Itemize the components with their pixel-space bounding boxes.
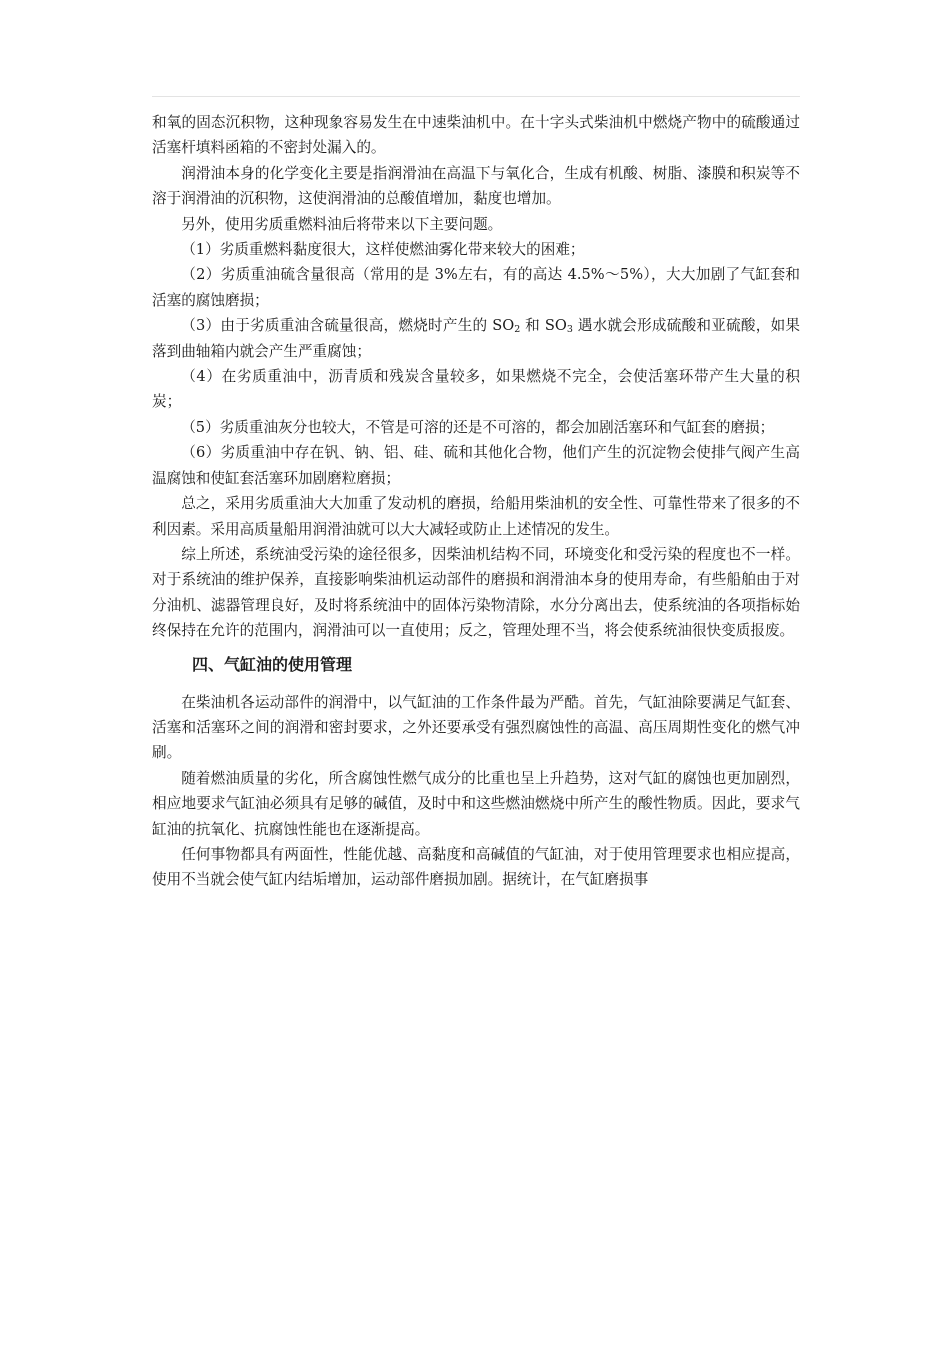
list-item-2: （2）劣质重油硫含量很高（常用的是 3%左右，有的高达 4.5%～5%），大大加剧了气缸套和活塞的腐蚀磨损； [152,266,800,309]
list-item-6: （6）劣质重油中存在钒、钠、铝、硅、硫和其他化合物，他们产生的沉淀物会使排气阀产生高温腐蚀和使缸套活塞环加剧磨粒磨损； [152,444,800,487]
subscript-3: 3 [566,324,573,336]
paragraph-conclusion: 综上所述，系统油受污染的途径很多，因柴油机结构不同，环境变化和受污染的程度也不一样。对于系统油的维护保养，直接影响柴油机运动部件的磨损和润滑油本身的使用寿命，有些船舶由于对分油机、滤器管理良好，及时将系统油中的固体污染物清除，水分分离出去，使系统油的各项指标始终保持在允许的范围内，润滑油可以一直使用；反之，管理处理不当，将会使系统油很快变质报废。 [152,545,800,640]
list-item-4: （4）在劣质重油中，沥青质和残炭含量较多，如果燃烧不完全，会使活塞环带产生大量的积炭； [152,368,800,411]
list-item-1: （1）劣质重燃料黏度很大，这样使燃油雾化带来较大的困难； [181,241,585,259]
list-item-3-text-c: 遇水就会形成硫酸和亚硫酸，如果落到曲轴箱内就会产生严重腐蚀； [152,317,801,360]
paragraph-3: 另外，使用劣质重燃料油后将带来以下主要问题。 [181,215,503,233]
list-item-5: （5）劣质重油灰分也较大，不管是可溶的还是不可溶的，都会加剧活塞环和气缸套的磨损； [181,418,775,436]
paragraph-cylinder-3: 任何事物都具有两面性，性能优越、高黏度和高碱值的气缸油，对于使用管理要求也相应提高，使用不当就会使气缸内结垢增加，运动部件磨损加剧。据统计，在气缸磨损事 [152,845,800,889]
list-item-3-text-b: 和 SO [520,317,567,335]
paragraph-summary: 总之，采用劣质重油大大加重了发动机的磨损，给船用柴油机的安全性、可靠性带来了很多的不利因素。采用高质量船用润滑油就可以大大减轻或防止上述情况的发生。 [152,495,800,538]
list-item-3-text-a: （3）由于劣质重油含硫量很高，燃烧时产生的 SO [181,317,515,335]
paragraph-cylinder-2: 随着燃油质量的劣化，所含腐蚀性燃气成分的比重也呈上升趋势，这对气缸的腐蚀也更加剧烈，相应地要求气缸油必须具有足够的碱值，及时中和这些燃油燃烧中所产生的酸性物质。因此，要求气缸油的抗氧化、抗腐蚀性能也在逐渐提高。 [152,769,800,838]
paragraph-1: 和氧的固态沉积物，这种现象容易发生在中速柴油机中。在十字头式柴油机中燃烧产物中的硫酸通过活塞杆填料函箱的不密封处漏入的。 [152,114,800,157]
paragraph-2: 润滑油本身的化学变化主要是指润滑油在高温下与氧化合，生成有机酸、树脂、漆膜和积炭等不溶于润滑油的沉积物，这使润滑油的总酸值增加，黏度也增加。 [152,164,800,208]
section-heading: 四、气缸油的使用管理 [192,654,353,674]
list-item-3 [152,313,800,364]
subscript-2: 2 [514,324,521,336]
page-body [152,110,800,893]
header-rule [152,96,800,97]
paragraph-cylinder-1: 在柴油机各运动部件的润滑中，以气缸油的工作条件最为严酷。首先，气缸油除要满足气缸套、活塞和活塞环之间的润滑和密封要求，之外还要承受有强烈腐蚀性的高温、高压周期性变化的燃气冲刷。 [152,693,800,762]
